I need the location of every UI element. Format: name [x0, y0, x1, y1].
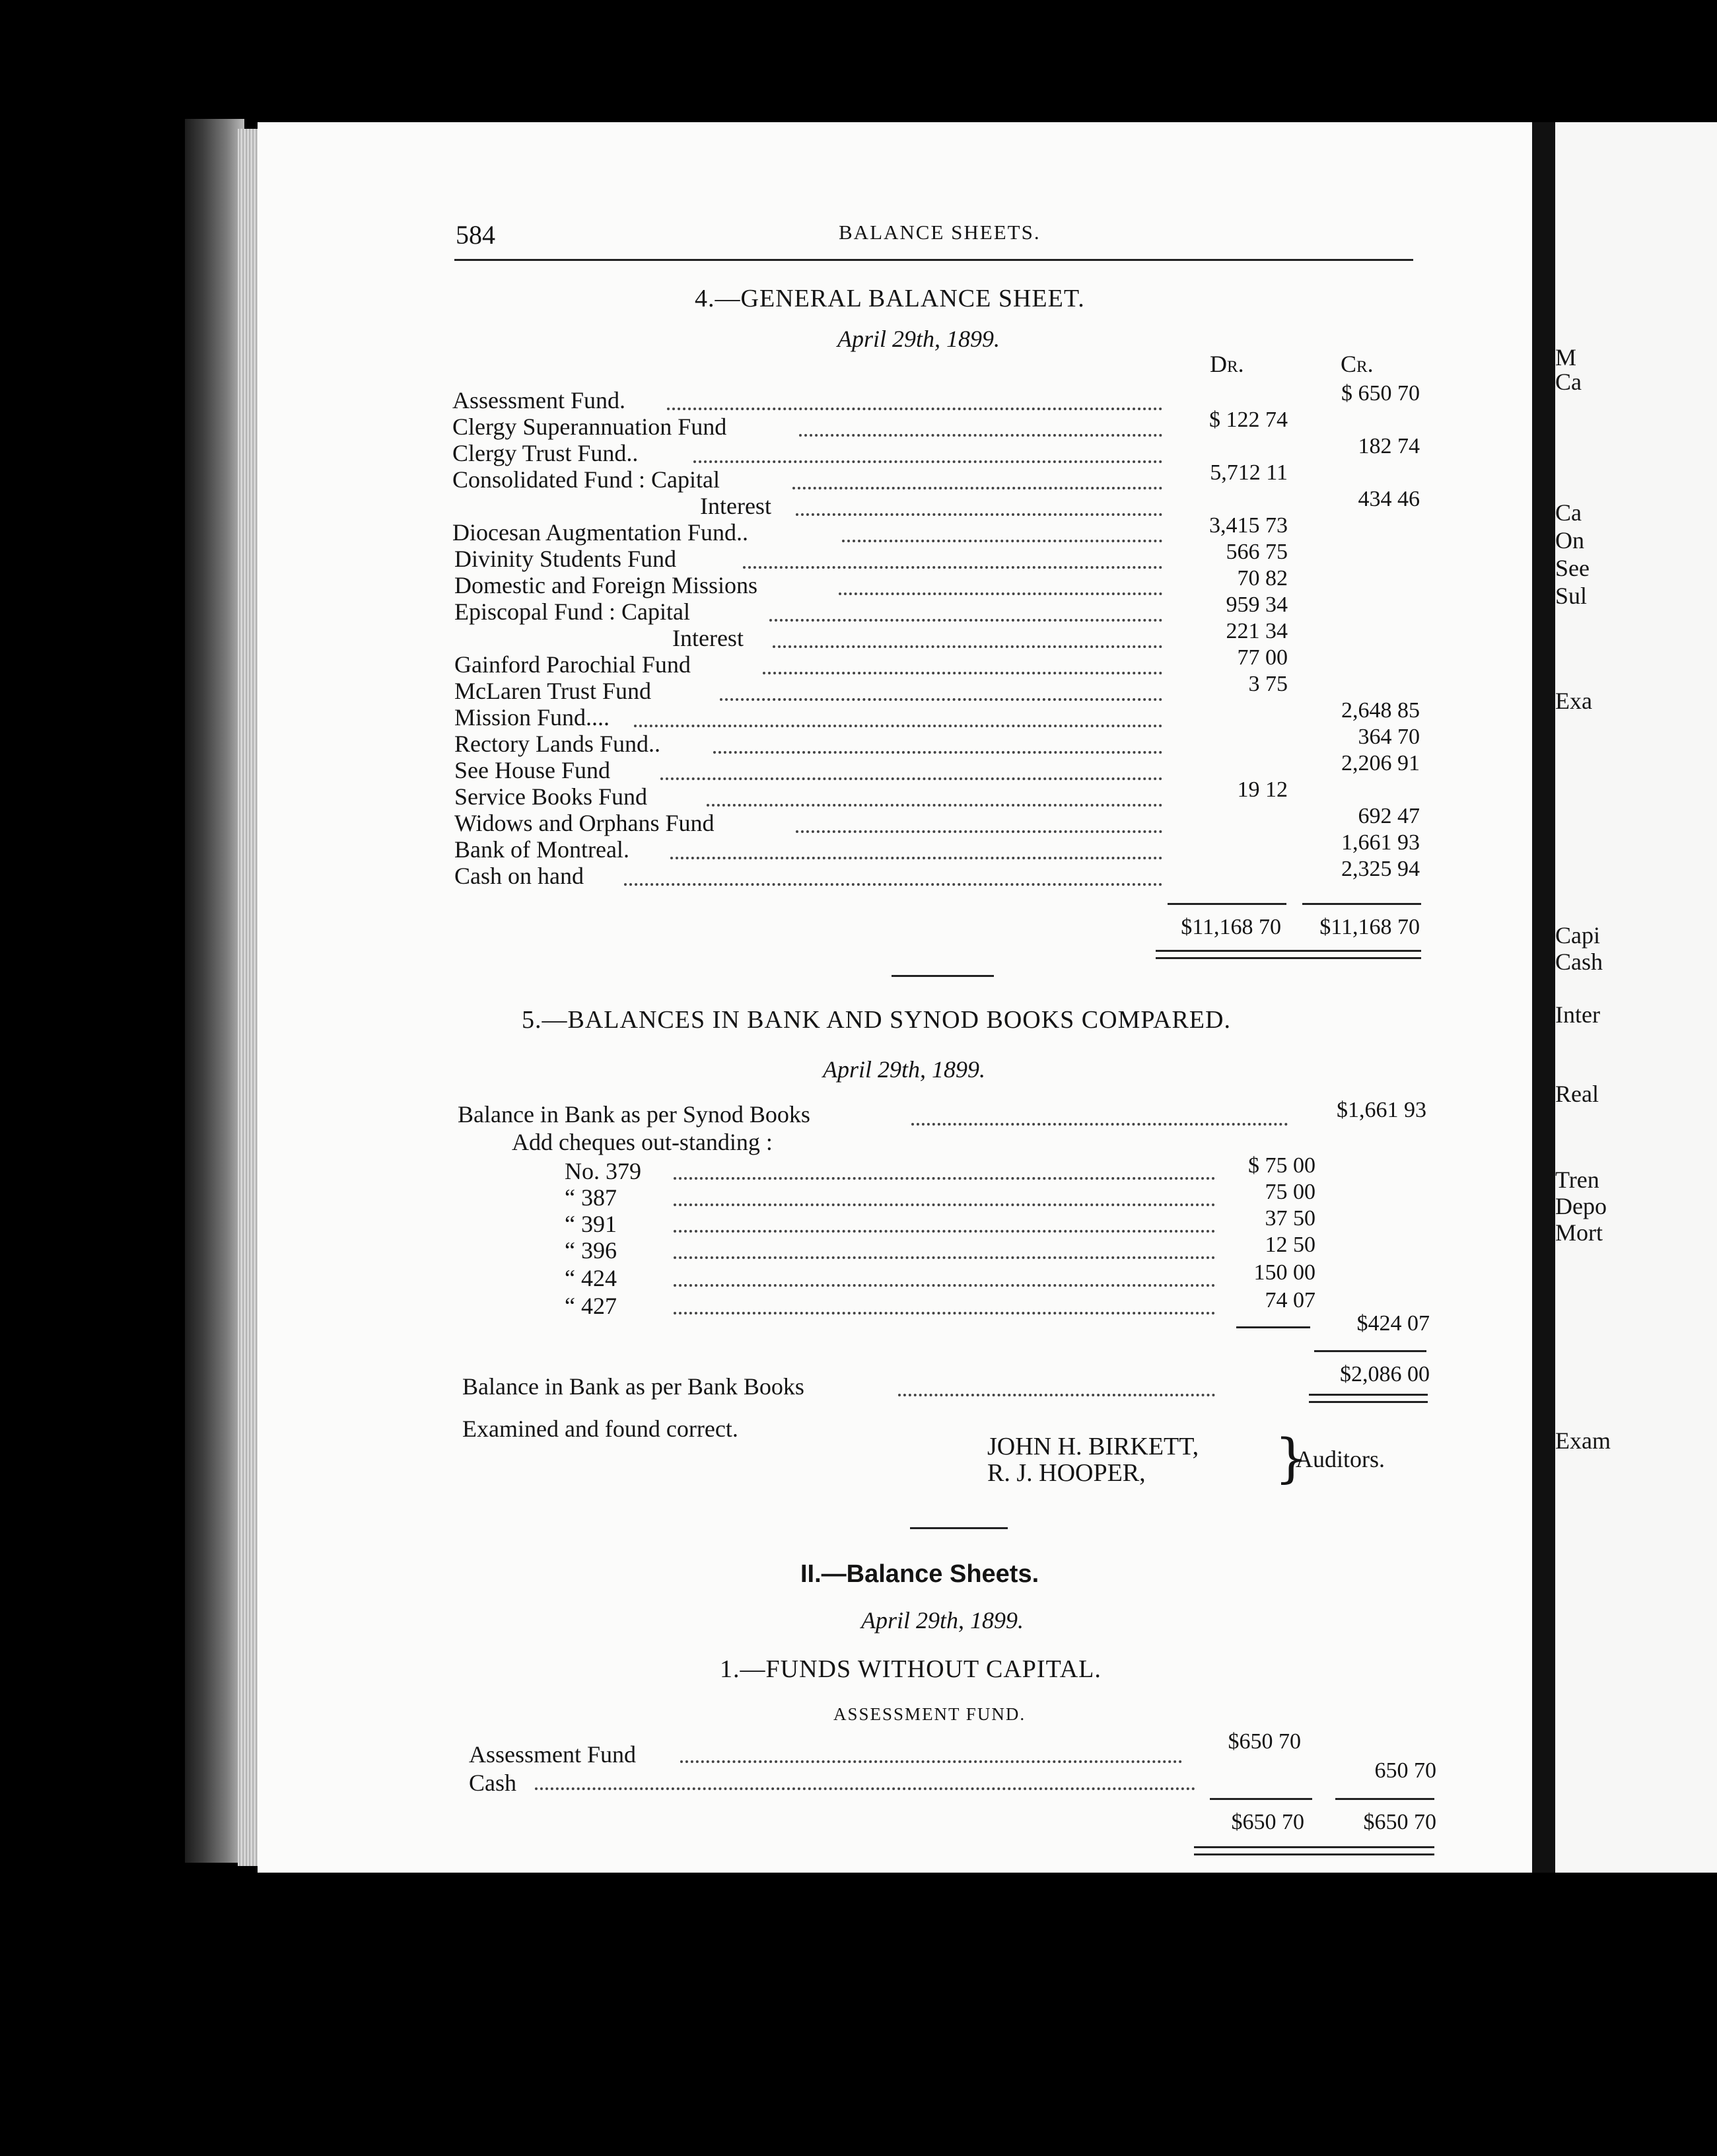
leader-dots — [792, 487, 1162, 489]
cheque-number: “ 424 — [565, 1265, 617, 1291]
add-cheques-label: Add cheques out-standing : — [512, 1129, 773, 1155]
table-cell-dr: 19 12 — [1237, 777, 1288, 802]
leader-dots — [674, 1204, 1215, 1206]
table-row-label: Widows and Orphans Fund — [454, 810, 715, 836]
cheque-number: “ 387 — [565, 1184, 617, 1211]
cheque-number: No. 379 — [565, 1158, 641, 1184]
fragment-text: Cash — [1555, 949, 1603, 975]
leader-dots — [693, 460, 1162, 463]
running-title: BALANCE SHEETS. — [839, 221, 1041, 244]
table-cell-cr: 2,206 91 — [1341, 751, 1420, 775]
total-rule-cr — [1335, 1798, 1434, 1800]
table-cell-dr: 77 00 — [1237, 645, 1288, 670]
fragment-text: Tren — [1555, 1167, 1599, 1193]
total-double-rule — [1194, 1846, 1434, 1855]
cheque-amount: 150 00 — [1253, 1260, 1315, 1285]
page-number: 584 — [456, 220, 495, 250]
table-cell-cr: 364 70 — [1358, 725, 1420, 749]
table-cell-dr: 3,415 73 — [1209, 513, 1288, 538]
leader-dots — [743, 566, 1162, 569]
assessment-fund-dr: $650 70 — [1228, 1729, 1301, 1754]
table-row-label: Rectory Lands Fund.. — [454, 731, 660, 757]
leader-dots — [674, 1284, 1215, 1287]
leader-dots — [670, 857, 1162, 859]
cash-cr: 650 70 — [1374, 1758, 1436, 1783]
section2-total-dr: $650 70 — [1231, 1810, 1304, 1834]
section4-total-dr: $11,168 70 — [1181, 915, 1281, 939]
leader-dots — [535, 1787, 1195, 1790]
table-row-label: Service Books Fund — [454, 783, 647, 810]
table-row-label: McLaren Trust Fund — [454, 678, 652, 704]
total-double-rule — [1156, 950, 1421, 959]
cheque-amount: 12 50 — [1265, 1233, 1315, 1257]
table-cell-dr: 5,712 11 — [1210, 460, 1288, 485]
table-row-label: Clergy Superannuation Fund — [452, 413, 727, 440]
table-row-label: Gainford Parochial Fund — [454, 651, 691, 678]
total-rule-dr — [1168, 903, 1286, 905]
book-spine-shadow — [185, 119, 244, 1863]
table-cell-dr: 70 82 — [1237, 566, 1288, 591]
cheques-total: $424 07 — [1356, 1311, 1430, 1336]
section2-subtitle: 1.—FUNDS WITHOUT CAPITAL. — [720, 1655, 1102, 1683]
table-cell-dr: 3 75 — [1248, 672, 1288, 696]
fragment-text: M — [1555, 344, 1577, 371]
table-cell-dr: 959 34 — [1226, 593, 1288, 617]
leader-dots — [720, 698, 1162, 701]
page-gutter — [1532, 122, 1555, 1873]
fragment-text: Inter — [1555, 1001, 1600, 1028]
cheque-number: “ 391 — [565, 1211, 617, 1237]
auditor-name: JOHN H. BIRKETT, — [987, 1433, 1199, 1460]
table-row-label: Bank of Montreal. — [454, 836, 629, 863]
leader-dots — [707, 804, 1162, 807]
section4-title: 4.—GENERAL BALANCE SHEET. — [695, 285, 1085, 312]
leader-dots — [799, 434, 1162, 437]
fragment-text: Depo — [1555, 1193, 1607, 1219]
table-cell-cr: 434 46 — [1358, 487, 1420, 511]
table-cell-cr: $ 650 70 — [1341, 381, 1420, 406]
section2-title: II.—Balance Sheets. — [800, 1560, 1039, 1588]
cheque-number: “ 427 — [565, 1293, 617, 1319]
table-row-label: Interest — [700, 493, 771, 519]
cash-label: Cash — [469, 1770, 516, 1796]
leader-dots — [624, 883, 1162, 886]
fragment-text: Mort — [1555, 1219, 1603, 1246]
cheque-amount: 75 00 — [1265, 1180, 1315, 1204]
assessment-fund-label: Assessment Fund — [469, 1741, 637, 1768]
total-rule-cr — [1302, 903, 1421, 905]
fragment-text: Sul — [1555, 583, 1588, 609]
leader-dots — [674, 1177, 1215, 1180]
cheques-rule — [1236, 1326, 1310, 1328]
leader-dots — [769, 619, 1162, 622]
facing-page-fragment — [1555, 122, 1717, 1873]
section2-total-cr: $650 70 — [1363, 1810, 1436, 1834]
fragment-text: Exam — [1555, 1427, 1611, 1454]
examined-note: Examined and found correct. — [462, 1416, 738, 1442]
leader-dots — [796, 830, 1162, 833]
fragment-text: Real — [1555, 1081, 1599, 1107]
cheque-amount: $ 75 00 — [1248, 1153, 1315, 1178]
fragment-text: Ca — [1555, 369, 1582, 395]
cheque-amount: 74 07 — [1265, 1288, 1315, 1312]
cheque-amount: 37 50 — [1265, 1206, 1315, 1231]
leader-dots — [674, 1256, 1215, 1259]
leader-dots — [713, 751, 1162, 754]
total-rule-dr — [1210, 1798, 1312, 1800]
bank-balance-value: $2,086 00 — [1340, 1362, 1430, 1386]
section4-total-cr: $11,168 70 — [1319, 915, 1420, 939]
leader-dots — [660, 777, 1162, 780]
section5-title: 5.—BALANCES IN BANK AND SYNOD BOOKS COMPARED. — [522, 1006, 1231, 1034]
table-cell-cr: 1,661 93 — [1341, 830, 1420, 855]
table-row-label: Interest — [672, 625, 744, 651]
fragment-text: On — [1555, 527, 1584, 554]
header-rule — [454, 259, 1413, 261]
leader-dots — [763, 672, 1162, 674]
auditor-name: R. J. HOOPER, — [987, 1459, 1146, 1487]
table-cell-dr: 566 75 — [1226, 540, 1288, 564]
column-header-cr: Cr. — [1341, 351, 1374, 377]
bank-balance-label: Balance in Bank as per Bank Books — [462, 1373, 804, 1400]
table-row-label: Diocesan Augmentation Fund.. — [452, 519, 748, 546]
table-row-label: Domestic and Foreign Missions — [454, 572, 757, 598]
section2-date: April 29th, 1899. — [861, 1607, 1024, 1634]
synod-balance-label: Balance in Bank as per Synod Books — [458, 1101, 810, 1128]
table-cell-cr: 2,325 94 — [1341, 857, 1420, 881]
table-row-label: Consolidated Fund : Capital — [452, 466, 720, 493]
leader-dots — [839, 593, 1162, 595]
fragment-text: Capi — [1555, 922, 1600, 949]
fragment-text: Ca — [1555, 499, 1582, 526]
fragment-text: Exa — [1555, 688, 1592, 714]
table-cell-cr: 692 47 — [1358, 804, 1420, 828]
leader-dots — [842, 540, 1162, 542]
leader-dots — [898, 1394, 1215, 1396]
section4-date: April 29th, 1899. — [837, 326, 1000, 352]
fragment-text: See — [1555, 555, 1590, 581]
section-separator — [892, 975, 994, 977]
table-cell-cr: 2,648 85 — [1341, 698, 1420, 723]
leader-dots — [667, 408, 1162, 410]
leader-dots — [674, 1230, 1215, 1233]
leader-dots — [674, 1312, 1215, 1314]
bank-balance-double-rule — [1309, 1394, 1428, 1403]
cheque-number: “ 396 — [565, 1237, 617, 1264]
table-row-label: Clergy Trust Fund.. — [452, 440, 639, 466]
brace-symbol: } — [1275, 1427, 1308, 1489]
fund-heading: ASSESSMENT FUND. — [833, 1704, 1026, 1724]
leader-dots — [680, 1760, 1182, 1763]
table-row-label: Cash on hand — [454, 863, 584, 889]
leader-dots — [773, 645, 1162, 648]
table-row-label: See House Fund — [454, 757, 610, 783]
table-cell-cr: 182 74 — [1358, 434, 1420, 458]
section5-date: April 29th, 1899. — [823, 1056, 986, 1083]
table-cell-dr: $ 122 74 — [1209, 408, 1288, 432]
leader-dots — [634, 725, 1162, 727]
table-row-label: Divinity Students Fund — [454, 546, 677, 572]
cheques-total-rule — [1314, 1350, 1426, 1352]
table-row-label: Mission Fund.... — [454, 704, 610, 731]
leader-dots — [911, 1123, 1288, 1126]
column-header-dr: Dr. — [1210, 351, 1244, 377]
auditors-label: Auditors. — [1296, 1446, 1385, 1472]
section-separator — [910, 1527, 1008, 1529]
table-cell-dr: 221 34 — [1226, 619, 1288, 643]
table-row-label: Assessment Fund. — [452, 387, 626, 413]
synod-balance-value: $1,661 93 — [1337, 1098, 1426, 1122]
leader-dots — [796, 513, 1162, 516]
table-row-label: Episcopal Fund : Capital — [454, 598, 690, 625]
